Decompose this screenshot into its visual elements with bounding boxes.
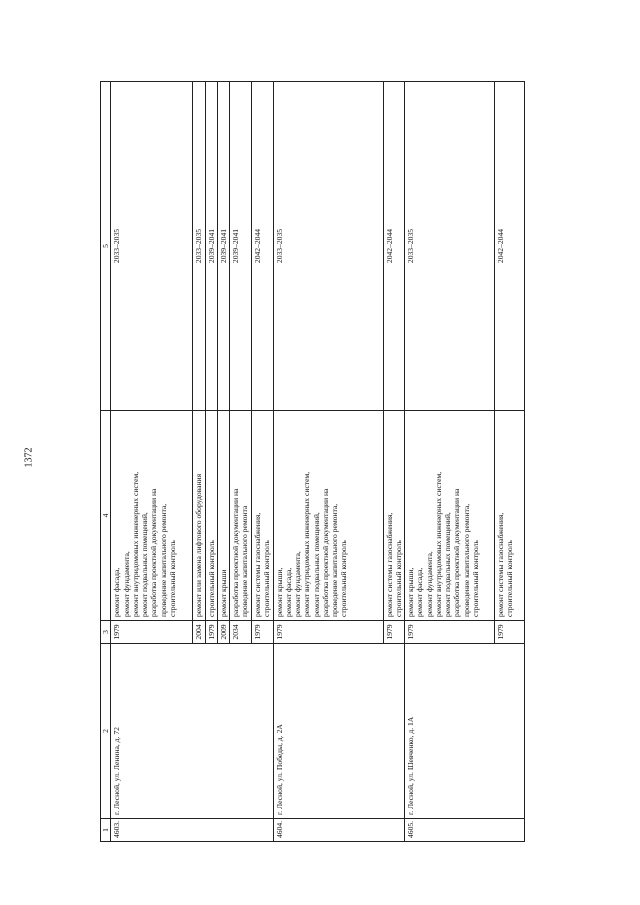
year-cell: 1979 <box>111 621 193 644</box>
address-cell: г. Лесной, ул. Ленина, д. 72 <box>111 644 273 819</box>
work-line: разработка проектной документации на <box>320 488 330 617</box>
work-line: проведение капитального ремонта <box>240 505 250 617</box>
work-line: ремонт подвальных помещений, <box>140 512 149 617</box>
work-line: разработка проектной документации на <box>231 488 240 617</box>
year-cell: 1979 <box>495 621 525 644</box>
year-cell: 1979 <box>273 621 383 644</box>
work-list-cell <box>273 411 383 621</box>
work-list-cell <box>217 411 229 621</box>
year-cell: 1979 <box>251 621 273 644</box>
work-line: проведение капитального ремонта, <box>461 503 471 617</box>
work-line: строительный контроль <box>206 540 216 617</box>
header-cell: 3 <box>101 621 111 644</box>
work-line: ремонт крыши, <box>406 567 415 617</box>
work-line: ремонт внутридомовых инженерных систем, <box>433 471 443 617</box>
work-line: строительный контроль <box>261 540 271 617</box>
record-number: 4603. <box>111 819 273 842</box>
work-line: строительный контроль <box>339 540 349 617</box>
year-cell: 1979 <box>405 621 495 644</box>
work-list-cell <box>495 411 525 621</box>
work-line: разработка проектной документации на <box>452 488 462 617</box>
record-number: 4605. <box>405 819 525 842</box>
repair-schedule-table <box>100 81 525 842</box>
work-line: ремонт системы газоснабжения, <box>252 512 262 617</box>
work-list-cell <box>405 411 495 621</box>
period-cell: 2042–2044 <box>495 82 525 411</box>
work-line: ремонт фундамента, <box>121 551 131 617</box>
work-list-cell <box>230 411 252 621</box>
year-cell: 2009 <box>217 621 229 644</box>
page-number: 1372 <box>23 447 35 468</box>
period-cell: 2039–2041 <box>217 82 229 411</box>
work-line: ремонт подвальных помещений, <box>311 512 321 617</box>
work-list-cell <box>251 411 273 621</box>
period-cell: 2033–2035 <box>405 82 495 411</box>
work-line: ремонт системы газоснабжения, <box>496 512 505 617</box>
rotated-table-frame <box>100 82 540 842</box>
period-cell: 2039–2041 <box>205 82 217 411</box>
work-line: строительный контроль <box>505 540 515 617</box>
work-line: строительный контроль <box>393 540 403 617</box>
period-cell: 2042–2044 <box>383 82 405 411</box>
period-cell: 2039–2041 <box>230 82 252 411</box>
table-row <box>111 82 193 842</box>
work-line: ремонт фасада, <box>112 567 122 617</box>
year-cell: 2004 <box>193 621 205 644</box>
year-cell: 2034 <box>230 621 252 644</box>
work-line: ремонт крыши <box>218 569 228 617</box>
period-cell: 2033–2035 <box>111 82 193 411</box>
work-line: ремонт крыши, <box>274 567 284 617</box>
table-row <box>273 82 383 842</box>
header-cell: 5 <box>101 82 111 411</box>
work-line: разработка проектной документации на <box>149 488 159 617</box>
work-line: ремонт внутридомовых инженерных систем, <box>130 471 140 617</box>
work-list-cell <box>193 411 205 621</box>
work-line: ремонт системы газоснабжения, <box>384 512 394 617</box>
work-list-cell <box>111 411 193 621</box>
work-line: ремонт фасада, <box>415 567 425 617</box>
work-list-cell <box>205 411 217 621</box>
header-row <box>101 82 111 842</box>
period-cell: 2033–2035 <box>193 82 205 411</box>
header-cell: 4 <box>101 411 111 621</box>
address-cell: г. Лесной, ул. Победы, д. 2А <box>273 644 405 819</box>
work-line: строительный контроль <box>167 540 177 617</box>
work-line: ремонт подвальных помещений, <box>443 512 452 617</box>
address-cell: г. Лесной, ул. Шевченко, д. 1А <box>405 644 525 819</box>
period-cell: 2042–2044 <box>251 82 273 411</box>
work-line: ремонт внутридомовых инженерных систем, <box>302 471 312 617</box>
work-line: строительный контроль <box>470 540 480 617</box>
work-line: проведение капитального ремонта, <box>158 503 168 617</box>
record-number: 4604. <box>273 819 405 842</box>
work-line: ремонт фасада, <box>283 567 293 617</box>
work-line: ремонт фундамента, <box>293 551 302 617</box>
work-list-cell <box>383 411 405 621</box>
year-cell: 1979 <box>205 621 217 644</box>
period-cell: 2033–2035 <box>273 82 383 411</box>
header-cell: 1 <box>101 819 111 842</box>
table-row <box>405 82 495 842</box>
work-line: ремонт или замена лифтового оборудования <box>194 473 204 617</box>
year-cell: 1979 <box>383 621 405 644</box>
work-line: ремонт фундамента, <box>424 551 434 617</box>
work-line: проведение капитального ремонта, <box>330 503 339 617</box>
header-cell: 2 <box>101 644 111 819</box>
